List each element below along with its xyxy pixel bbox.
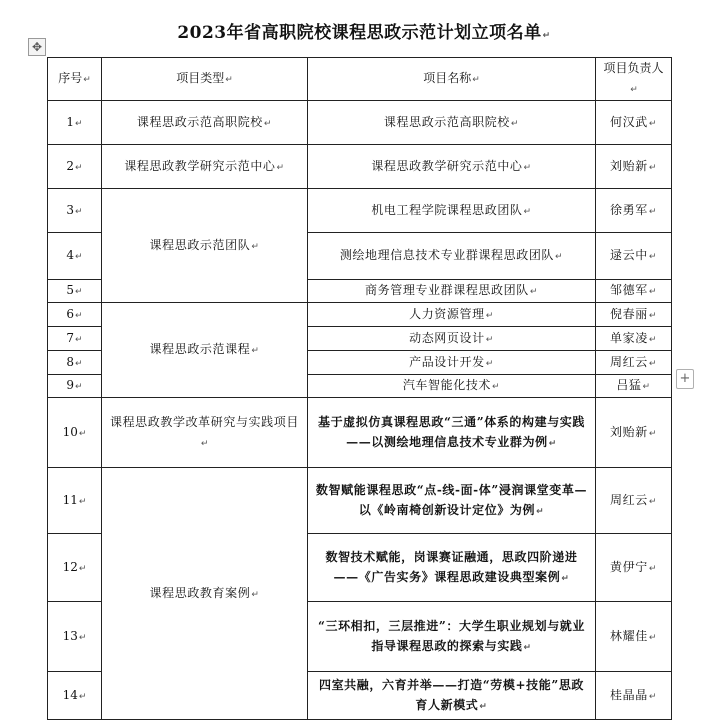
page-title: [0, 18, 728, 43]
seq-cell: 12↵: [48, 534, 102, 602]
seq-cell: 1↵: [48, 101, 102, 145]
seq-cell: 13↵: [48, 602, 102, 672]
leader-cell: 周红云↵: [596, 468, 672, 534]
name-cell: 汽车智能化技术↵: [308, 375, 596, 398]
name-cell: 数智赋能课程思政“点-线-面-体”浸润课堂变革—以《岭南椅创新设计定位》为例↵: [308, 468, 596, 534]
table-row: [48, 101, 672, 145]
seq-cell: 3↵: [48, 189, 102, 233]
seq-cell: 4↵: [48, 233, 102, 280]
leader-cell: 周红云↵: [596, 351, 672, 375]
name-cell: 课程思政示范高职院校↵: [308, 101, 596, 145]
leader-cell: 吕猛↵: [596, 375, 672, 398]
add-row-icon[interactable]: +: [676, 369, 694, 389]
leader-cell: 逯云中↵: [596, 233, 672, 280]
leader-cell: 何汉武↵: [596, 101, 672, 145]
leader-cell: 邹德军↵: [596, 280, 672, 303]
type-cell: 课程思政示范课程↵: [102, 303, 308, 398]
seq-cell: 2↵: [48, 145, 102, 189]
title-text: 2023年省高职院校课程思政示范计划立项名单: [177, 23, 542, 43]
name-cell: 人力资源管理↵: [308, 303, 596, 327]
table-row: [48, 303, 672, 327]
table-row: [48, 189, 672, 233]
table-row: [48, 398, 672, 468]
leader-cell: 刘贻新↵: [596, 398, 672, 468]
header-leader: 项目负责人↵: [596, 58, 672, 101]
name-cell: 课程思政教学研究示范中心↵: [308, 145, 596, 189]
table-row: [48, 145, 672, 189]
name-cell: 商务管理专业群课程思政团队↵: [308, 280, 596, 303]
seq-cell: 14↵: [48, 672, 102, 720]
leader-cell: 桂晶晶↵: [596, 672, 672, 720]
seq-cell: 8↵: [48, 351, 102, 375]
type-cell: 课程思政示范高职院校↵: [102, 101, 308, 145]
type-cell: 课程思政教育案例↵: [102, 468, 308, 720]
header-seq: 序号↵: [48, 58, 102, 101]
type-cell: 课程思政教学研究示范中心↵: [102, 145, 308, 189]
seq-cell: 9↵: [48, 375, 102, 398]
seq-cell: 10↵: [48, 398, 102, 468]
seq-cell: 7↵: [48, 327, 102, 351]
header-name: 项目名称↵: [308, 58, 596, 101]
paragraph-mark: ↵: [542, 31, 551, 41]
seq-cell: 11↵: [48, 468, 102, 534]
seq-cell: 5↵: [48, 280, 102, 303]
name-cell: 测绘地理信息技术专业群课程思政团队↵: [308, 233, 596, 280]
leader-cell: 单家凌↵: [596, 327, 672, 351]
leader-cell: 倪春丽↵: [596, 303, 672, 327]
name-cell: 四室共融，六育并举——打造“劳模+技能”思政育人新模式↵: [308, 672, 596, 720]
name-cell: 动态网页设计↵: [308, 327, 596, 351]
seq-cell: 6↵: [48, 303, 102, 327]
leader-cell: 徐勇军↵: [596, 189, 672, 233]
header-type: 项目类型↵: [102, 58, 308, 101]
leader-cell: 刘贻新↵: [596, 145, 672, 189]
move-handle-icon[interactable]: ✥: [28, 38, 46, 56]
name-cell: 数智技术赋能，岗课赛证融通，思政四阶递进——《广告实务》课程思政建设典型案例↵: [308, 534, 596, 602]
leader-cell: 林耀佳↵: [596, 602, 672, 672]
header-row: [48, 58, 672, 101]
type-cell: 课程思政示范团队↵: [102, 189, 308, 303]
name-cell: 机电工程学院课程思政团队↵: [308, 189, 596, 233]
name-cell: “三环相扣，三层推进”：大学生职业规划与就业指导课程思政的探索与实践↵: [308, 602, 596, 672]
name-cell: 基于虚拟仿真课程思政“三通”体系的构建与实践——以测绘地理信息技术专业群为例↵: [308, 398, 596, 468]
name-cell: 产品设计开发↵: [308, 351, 596, 375]
table-row: [48, 468, 672, 534]
type-cell: 课程思政教学改革研究与实践项目↵: [102, 398, 308, 468]
leader-cell: 黄伊宁↵: [596, 534, 672, 602]
project-table: [47, 57, 672, 720]
